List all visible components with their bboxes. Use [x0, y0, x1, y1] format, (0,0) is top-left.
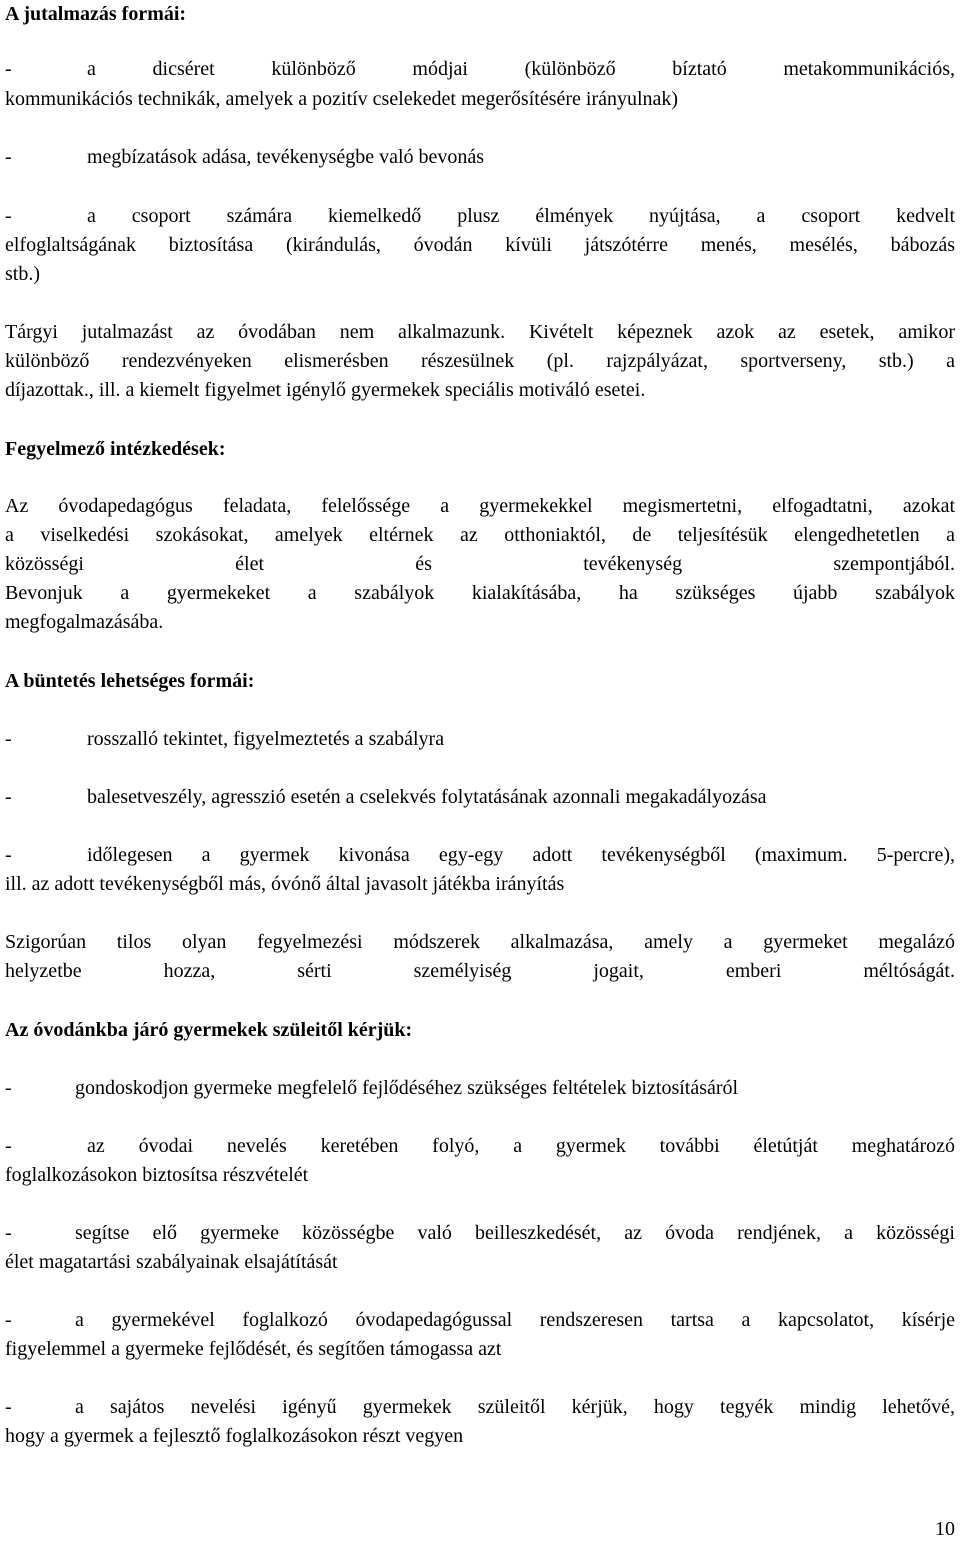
page-number: 10	[935, 1518, 955, 1540]
szulok-item-4-line-2: figyelemmel a gyermeke fejlődését, és segítően támogassa azt	[5, 1338, 502, 1360]
buntetes-item-3-line-2: ill. az adott tevékenységből más, óvónő által javasolt játékba irányítás	[5, 873, 565, 895]
szulok-item-1: - gondoskodjon gyermeke megfelelő fejlődéséhez szükséges feltételek biztosításáról	[5, 1077, 739, 1099]
heading-jutalmazas: A jutalmazás formái:	[5, 3, 187, 25]
jutalmazas-paragraph-line-2: különböző rendezvényeken elismerésben részesülnek (pl. rajzpályázat, sportverseny, stb.) a	[5, 350, 955, 372]
buntetes-item-1: - rosszalló tekintet, figyelmeztetés a szabályra	[5, 728, 445, 750]
szulok-item-3-line-1: - segítse elő gyermeke közösségbe való beilleszkedését, az óvoda rendjének, a közösségi	[5, 1222, 955, 1244]
jutalmazas-item-1-line-1: - a dicséret különböző módjai (különböző bíztató metakommunikációs,	[5, 58, 955, 80]
jutalmazas-item-2: - megbízatások adása, tevékenységbe való bevonás	[5, 146, 485, 168]
buntetes-paragraph-line-2: helyzetbe hozza, sérti személyiség jogait, emberi méltóságát.	[5, 960, 955, 982]
jutalmazas-paragraph-line-1: Tárgyi jutalmazást az óvodában nem alkalmazunk. Kivételt képeznek azok az esetek, amikor	[5, 321, 955, 343]
jutalmazas-item-3-line-1: - a csoport számára kiemelkedő plusz élmények nyújtása, a csoport kedvelt	[5, 205, 955, 227]
jutalmazas-item-3-line-2: elfoglaltságának biztosítása (kirándulás, óvodán kívüli játszótérre menés, mesélés, bábozás	[5, 234, 955, 256]
jutalmazas-item-1-line-2: kommunikációs technikák, amelyek a pozitív cselekedet megerősítésére irányulnak)	[5, 88, 679, 110]
heading-fegyelmezo: Fegyelmező intézkedések:	[5, 438, 226, 460]
jutalmazas-item-3-line-3: stb.)	[5, 263, 40, 285]
heading-buntetes: A büntetés lehetséges formái:	[5, 670, 255, 692]
fegyelmezo-line-1: Az óvodapedagógus feladata, felelőssége a gyermekekkel megismertetni, elfogadtatni, azokat	[5, 495, 955, 517]
fegyelmezo-line-2: a viselkedési szokásokat, amelyek eltérnek az otthoniaktól, de teljesítésük elengedhetetlen a	[5, 524, 955, 546]
heading-szulok: Az óvodánkba járó gyermekek szüleitől kérjük:	[5, 1019, 413, 1041]
buntetes-item-2: - balesetveszély, agresszió esetén a cselekvés folytatásának azonnali megakadályozása	[5, 786, 767, 808]
szulok-item-5-line-2: hogy a gyermek a fejlesztő foglalkozásokon részt vegyen	[5, 1425, 464, 1447]
szulok-item-2-line-1: - az óvodai nevelés keretében folyó, a gyermek további életútját meghatározó	[5, 1135, 955, 1157]
fegyelmezo-line-4: Bevonjuk a gyermekeket a szabályok kialakításába, ha szükséges újabb szabályok	[5, 582, 955, 604]
szulok-item-5-line-1: - a sajátos nevelési igényű gyermekek szüleitől kérjük, hogy tegyék mindig lehetővé,	[5, 1396, 955, 1418]
jutalmazas-paragraph-line-3: díjazottak., ill. a kiemelt figyelmet igénylő gyermekek speciális motiváló esetei.	[5, 379, 646, 401]
szulok-item-4-line-1: - a gyermekével foglalkozó óvodapedagógussal rendszeresen tartsa a kapcsolatot, kísérje	[5, 1309, 955, 1331]
szulok-item-3-line-2: élet magatartási szabályainak elsajátítását	[5, 1251, 338, 1273]
fegyelmezo-line-5: megfogalmazásába.	[5, 611, 164, 633]
szulok-item-2-line-2: foglalkozásokon biztosítsa részvételét	[5, 1164, 309, 1186]
buntetes-paragraph-line-1: Szigorúan tilos olyan fegyelmezési módszerek alkalmazása, amely a gyermeket megalázó	[5, 931, 955, 953]
buntetes-item-3-line-1: - időlegesen a gyermek kivonása egy-egy adott tevékenységből (maximum. 5-percre),	[5, 844, 955, 866]
fegyelmezo-line-3: közösségi élet és tevékenység szempontjából.	[5, 553, 955, 575]
